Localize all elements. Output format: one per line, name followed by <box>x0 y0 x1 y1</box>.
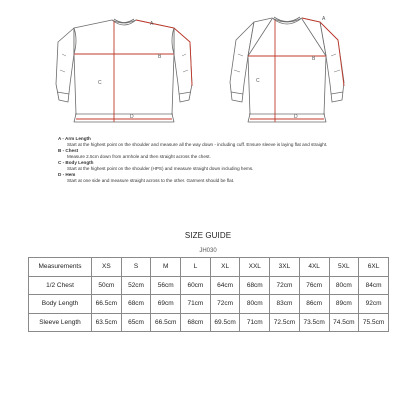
measurement-illustration <box>54 14 366 138</box>
label-c: C <box>256 78 260 84</box>
table-cell: 66.5cm <box>92 295 122 314</box>
legend-item <box>58 172 358 184</box>
label-b: B <box>312 56 316 62</box>
table-cell: 84cm <box>359 276 389 295</box>
table-row <box>29 313 389 332</box>
product-code: JH030 <box>199 248 217 254</box>
table-cell: 72.5cm <box>270 313 300 332</box>
table-cell: 76cm <box>299 276 329 295</box>
size-header-cell: XXL <box>240 258 270 277</box>
table-cell: 71cm <box>240 313 270 332</box>
legend-item-description: Measure 2.5cm down from armhole and then straight across the chest. <box>67 154 211 159</box>
size-header-cell: S <box>121 258 151 277</box>
size-header-cell: 6XL <box>359 258 389 277</box>
size-header-cell: XL <box>210 258 240 277</box>
table-cell: 73.5cm <box>299 313 329 332</box>
table-cell: 92cm <box>359 295 389 314</box>
table-cell: 74.5cm <box>329 313 359 332</box>
table-cell: 50cm <box>92 276 122 295</box>
table-cell: 63.5cm <box>92 313 122 332</box>
legend-item-description: Start at one side and measure straight across to the other. Garment should be flat. <box>67 178 235 183</box>
table-cell: 66.5cm <box>151 313 181 332</box>
label-a: A <box>150 21 154 27</box>
row-label-cell: Sleeve Length <box>29 313 92 332</box>
size-header-cell: L <box>181 258 211 277</box>
legend-item-title: B - Chest <box>58 148 79 153</box>
row-label-cell: 1/2 Chest <box>29 276 92 295</box>
measurements-header-cell: Measurements <box>29 258 92 277</box>
legend-item-title: D - Hem <box>58 172 76 177</box>
table-row <box>29 276 389 295</box>
table-cell: 80cm <box>240 295 270 314</box>
label-d: D <box>294 114 298 120</box>
size-table <box>28 257 389 332</box>
table-row <box>29 295 389 314</box>
size-header-cell: 5XL <box>329 258 359 277</box>
legend-item-title: A - Arm Length <box>58 136 91 141</box>
table-header-row <box>29 258 389 277</box>
table-cell: 75.5cm <box>359 313 389 332</box>
size-header-cell: 4XL <box>299 258 329 277</box>
table-cell: 72cm <box>210 295 240 314</box>
table-cell: 83cm <box>270 295 300 314</box>
right-shirt-drawing <box>230 17 344 122</box>
left-shirt-drawing <box>56 19 192 122</box>
garment-diagram <box>54 14 366 138</box>
size-header-cell: XS <box>92 258 122 277</box>
table-cell: 69cm <box>151 295 181 314</box>
legend-item <box>58 148 358 160</box>
table-cell: 72cm <box>270 276 300 295</box>
size-header-cell: 3XL <box>270 258 300 277</box>
table-cell: 65cm <box>121 313 151 332</box>
table-cell: 68cm <box>181 313 211 332</box>
table-cell: 64cm <box>210 276 240 295</box>
label-c: C <box>98 80 102 86</box>
table-cell: 80cm <box>329 276 359 295</box>
legend-item <box>58 160 358 172</box>
table-cell: 71cm <box>181 295 211 314</box>
size-header-cell: M <box>151 258 181 277</box>
legend-item-description: Start at the highest point on the shoulder and measure all the way down - including cuff. Ensure sleeve is laying flat and straight. <box>67 142 328 147</box>
table-cell: 56cm <box>151 276 181 295</box>
table-cell: 60cm <box>181 276 211 295</box>
table-cell: 89cm <box>329 295 359 314</box>
legend-item-description: Start at the highest point on the shoulder (HPS) and measure straight down including hems. <box>67 166 254 171</box>
label-a: A <box>322 16 326 22</box>
table-cell: 68cm <box>121 295 151 314</box>
label-b: B <box>158 54 162 60</box>
table-cell: 69.5cm <box>210 313 240 332</box>
size-guide-title: SIZE GUIDE <box>184 231 232 240</box>
table-cell: 68cm <box>240 276 270 295</box>
table-cell: 86cm <box>299 295 329 314</box>
row-label-cell: Body Length <box>29 295 92 314</box>
legend-item <box>58 136 358 148</box>
legend-item-title: C - Body Length <box>58 160 94 165</box>
table-cell: 52cm <box>121 276 151 295</box>
label-d: D <box>130 114 134 120</box>
measurement-legend <box>58 136 358 184</box>
